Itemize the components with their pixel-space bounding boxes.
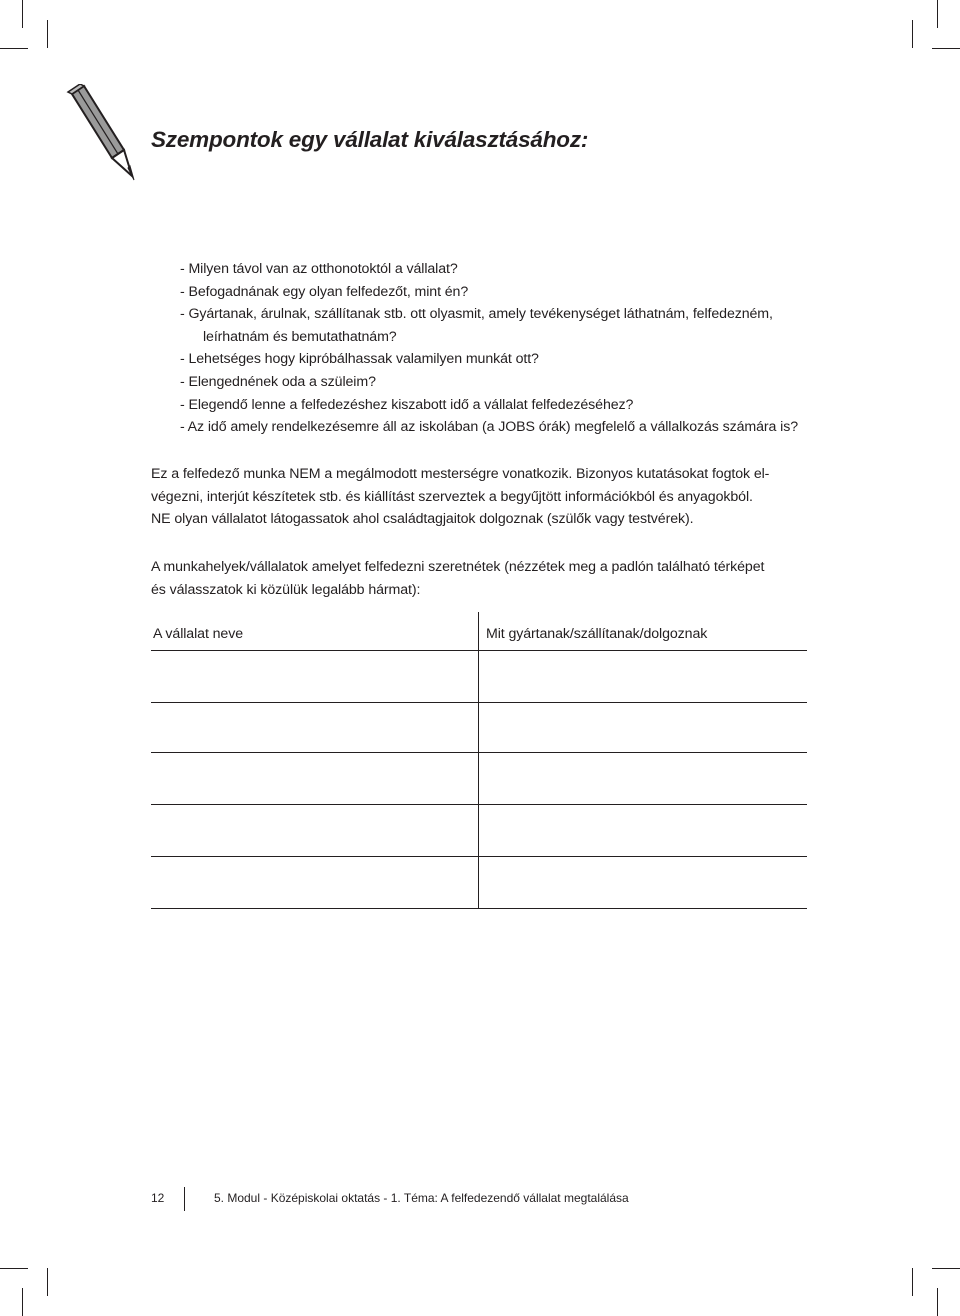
crop-mark-tl-v	[22, 0, 23, 28]
crop-mark-br-h	[932, 1268, 960, 1269]
list-item: leírhatnám és bemutathatnám?	[203, 328, 397, 345]
paragraph-line: és válasszatok ki közülük legalább hármat):	[151, 581, 421, 598]
paragraph-line: NE olyan vállalatot látogassatok ahol családtagjaitok dolgoznak (szülők vagy testvérek).	[151, 511, 694, 527]
crop-mark-tl-v2	[47, 20, 48, 48]
list-item: - Elengednének oda a szüleim?	[180, 373, 376, 390]
crop-mark-tr-h	[932, 48, 960, 49]
page-title: Szempontok egy vállalat kiválasztásához:	[151, 127, 589, 152]
crop-mark-br-v	[937, 1288, 938, 1316]
question-list	[180, 258, 820, 439]
paragraph-line: A munkahelyek/vállalatok amelyet felfedezni szeretnétek (nézzétek meg a padlón található térképet	[151, 559, 765, 575]
list-item: - Elegendő lenne a felfedezéshez kiszabott idő a vállalat felfedezéséhez?	[180, 396, 634, 413]
table-row-line[interactable]	[151, 752, 807, 753]
instructions-paragraph	[151, 463, 811, 531]
list-item: - Lehetséges hogy kipróbálhassak valamilyen munkát ott?	[180, 351, 539, 368]
table-row-line[interactable]	[151, 804, 807, 805]
table-header-activity: Mit gyártanak/szállítanak/dolgoznak	[486, 626, 708, 642]
list-item: - Milyen távol van az otthonotoktól a vállalat?	[180, 261, 458, 277]
crop-mark-tl-h	[0, 48, 28, 49]
table-row-line[interactable]	[151, 702, 807, 703]
table-header-company-name: A vállalat neve	[153, 626, 243, 642]
crop-mark-tr-v	[937, 0, 938, 28]
list-item: - Gyártanak, árulnak, szállítanak stb. ott olyasmit, amely tevékenységet láthatnám, felfedezném,	[180, 306, 773, 323]
paragraph-line: végezni, interjút készítetek stb. és kiállítást szerveztek a begyűjtött információkból és anyagokból.	[151, 488, 753, 505]
crop-mark-bl-v2	[47, 1268, 48, 1296]
table-column-divider	[478, 612, 479, 908]
page-number: 12	[151, 1191, 165, 1205]
crop-mark-bl-h	[0, 1268, 28, 1269]
list-item: - Befogadnának egy olyan felfedezőt, mint én?	[180, 283, 469, 300]
footer-text: 5. Modul - Középiskolai oktatás - 1. Téma: A felfedezendő vállalat megtalálása	[214, 1191, 629, 1205]
paragraph-line: Ez a felfedező munka NEM a megálmodott mesterségre vonatkozik. Bizonyos kutatásokat fogtok el-	[151, 466, 770, 482]
table-row-line[interactable]	[151, 650, 807, 651]
pencil-icon	[62, 84, 152, 188]
crop-mark-tr-v2	[912, 20, 913, 48]
crop-mark-br-v2	[912, 1268, 913, 1296]
task-paragraph	[151, 556, 811, 601]
list-item: - Az idő amely rendelkezésemre áll az iskolában (a JOBS órák) megfelelő a vállalkozás számára is?	[180, 419, 798, 436]
table-row-line[interactable]	[151, 908, 807, 909]
crop-mark-bl-v	[22, 1288, 23, 1316]
table-row-line[interactable]	[151, 856, 807, 857]
footer-divider	[184, 1187, 185, 1211]
